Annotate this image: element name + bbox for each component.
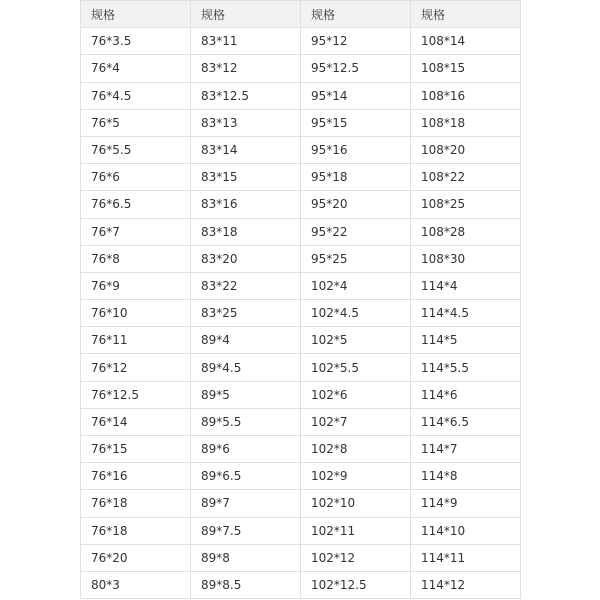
column-header: 规格 bbox=[411, 1, 521, 28]
table-cell: 114*6 bbox=[411, 381, 521, 408]
table-row bbox=[81, 463, 521, 490]
table-cell: 76*11 bbox=[81, 327, 191, 354]
table-row bbox=[81, 408, 521, 435]
table-cell: 76*4.5 bbox=[81, 82, 191, 109]
table-cell: 89*8.5 bbox=[191, 571, 301, 598]
table-cell: 108*22 bbox=[411, 164, 521, 191]
table-cell: 76*6.5 bbox=[81, 191, 191, 218]
table-cell: 95*12.5 bbox=[301, 55, 411, 82]
table-cell: 108*20 bbox=[411, 136, 521, 163]
table-cell: 76*4 bbox=[81, 55, 191, 82]
table-cell: 102*4 bbox=[301, 272, 411, 299]
table-cell: 83*20 bbox=[191, 245, 301, 272]
table-cell: 102*5 bbox=[301, 327, 411, 354]
table-cell: 108*16 bbox=[411, 82, 521, 109]
table-cell: 95*20 bbox=[301, 191, 411, 218]
column-header: 规格 bbox=[191, 1, 301, 28]
table-cell: 83*13 bbox=[191, 109, 301, 136]
table-cell: 114*4.5 bbox=[411, 300, 521, 327]
table-cell: 83*25 bbox=[191, 300, 301, 327]
table-cell: 76*5.5 bbox=[81, 136, 191, 163]
table-cell: 114*12 bbox=[411, 571, 521, 598]
table-row bbox=[81, 218, 521, 245]
table-cell: 95*14 bbox=[301, 82, 411, 109]
table-cell: 108*25 bbox=[411, 191, 521, 218]
table-cell: 76*3.5 bbox=[81, 28, 191, 55]
table-row bbox=[81, 245, 521, 272]
table-cell: 95*22 bbox=[301, 218, 411, 245]
table-cell: 114*6.5 bbox=[411, 408, 521, 435]
table-row bbox=[81, 136, 521, 163]
table-cell: 76*10 bbox=[81, 300, 191, 327]
table-cell: 76*15 bbox=[81, 436, 191, 463]
table-row bbox=[81, 436, 521, 463]
table-cell: 76*6 bbox=[81, 164, 191, 191]
table-cell: 83*14 bbox=[191, 136, 301, 163]
table-cell: 83*22 bbox=[191, 272, 301, 299]
table-cell: 76*12 bbox=[81, 354, 191, 381]
table-row bbox=[81, 272, 521, 299]
table-cell: 83*18 bbox=[191, 218, 301, 245]
table-cell: 83*11 bbox=[191, 28, 301, 55]
table-cell: 80*3 bbox=[81, 571, 191, 598]
table-cell: 102*8 bbox=[301, 436, 411, 463]
table-cell: 89*8 bbox=[191, 544, 301, 571]
table-row bbox=[81, 191, 521, 218]
table-cell: 95*18 bbox=[301, 164, 411, 191]
table-cell: 89*7 bbox=[191, 490, 301, 517]
spec-table bbox=[80, 0, 521, 599]
table-cell: 114*5.5 bbox=[411, 354, 521, 381]
table-cell: 95*16 bbox=[301, 136, 411, 163]
table-row bbox=[81, 28, 521, 55]
table-cell: 76*20 bbox=[81, 544, 191, 571]
table-cell: 102*5.5 bbox=[301, 354, 411, 381]
table-cell: 95*15 bbox=[301, 109, 411, 136]
column-header: 规格 bbox=[81, 1, 191, 28]
table-row bbox=[81, 490, 521, 517]
table-cell: 89*4 bbox=[191, 327, 301, 354]
table-row bbox=[81, 544, 521, 571]
table-cell: 89*5 bbox=[191, 381, 301, 408]
table-cell: 108*28 bbox=[411, 218, 521, 245]
table-row bbox=[81, 109, 521, 136]
table-cell: 102*11 bbox=[301, 517, 411, 544]
table-cell: 102*6 bbox=[301, 381, 411, 408]
table-cell: 76*12.5 bbox=[81, 381, 191, 408]
table-row bbox=[81, 327, 521, 354]
table-cell: 102*12.5 bbox=[301, 571, 411, 598]
table-cell: 89*7.5 bbox=[191, 517, 301, 544]
table-cell: 89*6.5 bbox=[191, 463, 301, 490]
table-cell: 95*12 bbox=[301, 28, 411, 55]
table-cell: 83*12 bbox=[191, 55, 301, 82]
table-cell: 89*6 bbox=[191, 436, 301, 463]
table-row bbox=[81, 381, 521, 408]
table-row bbox=[81, 164, 521, 191]
table-cell: 83*15 bbox=[191, 164, 301, 191]
table-cell: 108*15 bbox=[411, 55, 521, 82]
table-cell: 114*9 bbox=[411, 490, 521, 517]
table-cell: 114*4 bbox=[411, 272, 521, 299]
table-cell: 114*5 bbox=[411, 327, 521, 354]
table-row bbox=[81, 55, 521, 82]
table-row bbox=[81, 82, 521, 109]
table-cell: 102*9 bbox=[301, 463, 411, 490]
table-cell: 89*4.5 bbox=[191, 354, 301, 381]
table-cell: 76*18 bbox=[81, 517, 191, 544]
table-row bbox=[81, 300, 521, 327]
table-row bbox=[81, 517, 521, 544]
table-cell: 108*14 bbox=[411, 28, 521, 55]
table-cell: 114*10 bbox=[411, 517, 521, 544]
table-cell: 76*18 bbox=[81, 490, 191, 517]
table-cell: 102*7 bbox=[301, 408, 411, 435]
column-header: 规格 bbox=[301, 1, 411, 28]
table-cell: 114*11 bbox=[411, 544, 521, 571]
table-body bbox=[81, 28, 521, 599]
table-cell: 76*9 bbox=[81, 272, 191, 299]
table-cell: 114*7 bbox=[411, 436, 521, 463]
table-cell: 83*16 bbox=[191, 191, 301, 218]
table-cell: 102*12 bbox=[301, 544, 411, 571]
table-cell: 102*4.5 bbox=[301, 300, 411, 327]
table-cell: 76*16 bbox=[81, 463, 191, 490]
table-cell: 108*18 bbox=[411, 109, 521, 136]
table-cell: 89*5.5 bbox=[191, 408, 301, 435]
table-row bbox=[81, 571, 521, 598]
table-cell: 76*14 bbox=[81, 408, 191, 435]
table-cell: 95*25 bbox=[301, 245, 411, 272]
table-header bbox=[81, 1, 521, 28]
table-cell: 76*5 bbox=[81, 109, 191, 136]
header-row bbox=[81, 1, 521, 28]
table-cell: 76*7 bbox=[81, 218, 191, 245]
table-cell: 114*8 bbox=[411, 463, 521, 490]
table-cell: 108*30 bbox=[411, 245, 521, 272]
table-cell: 83*12.5 bbox=[191, 82, 301, 109]
table-cell: 76*8 bbox=[81, 245, 191, 272]
table-cell: 102*10 bbox=[301, 490, 411, 517]
table-row bbox=[81, 354, 521, 381]
